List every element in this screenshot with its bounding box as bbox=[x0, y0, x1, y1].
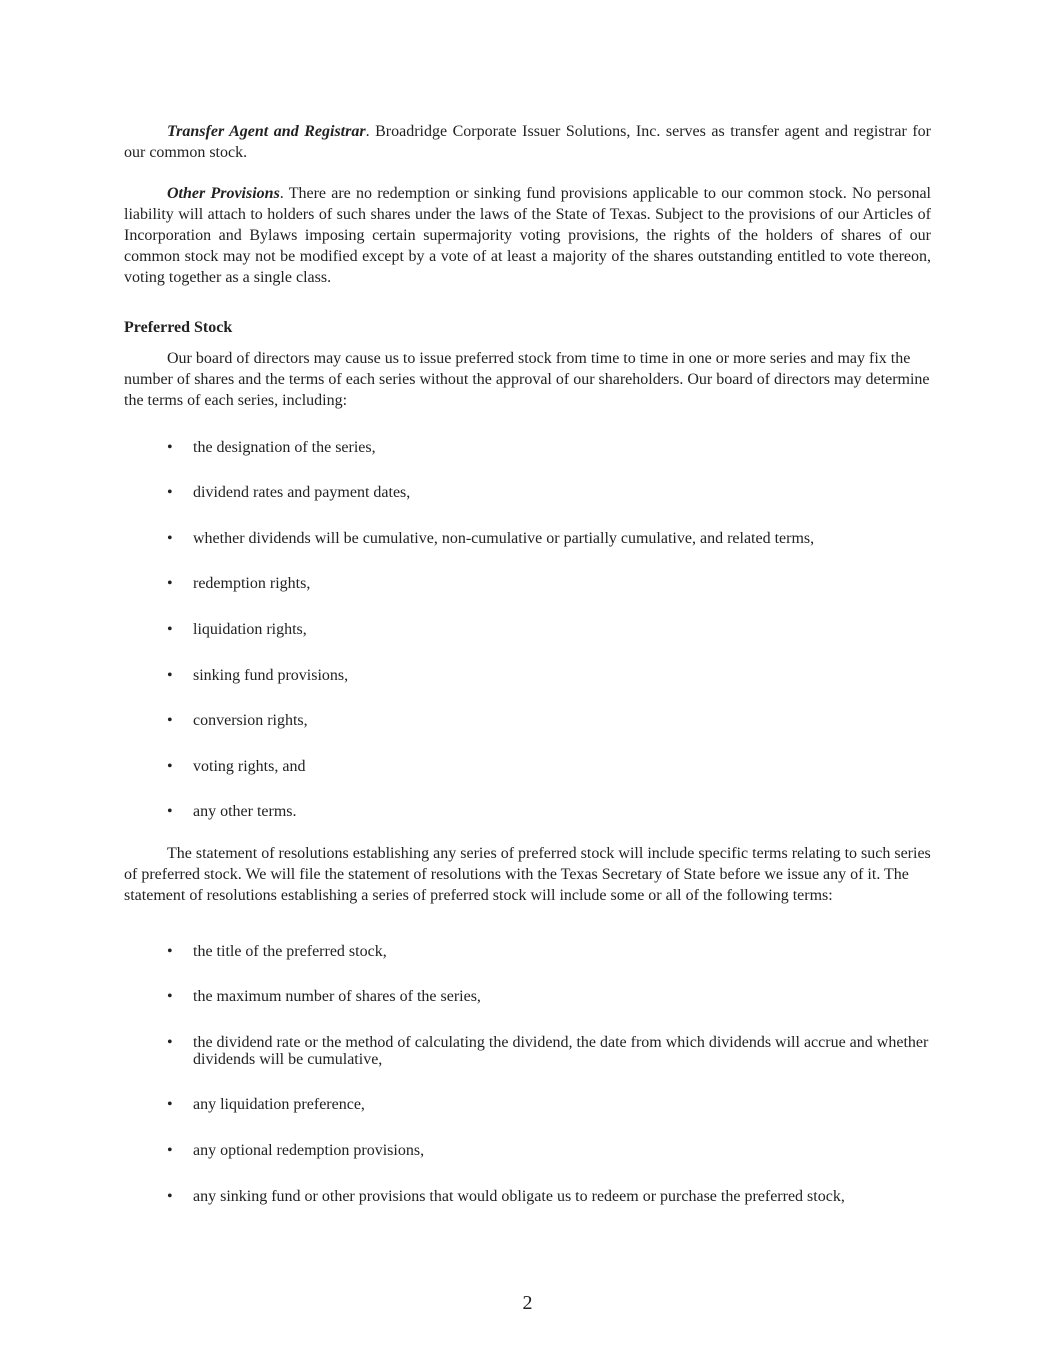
list-item bbox=[124, 1034, 931, 1068]
other-provisions-paragraph bbox=[124, 184, 931, 288]
list-item bbox=[124, 988, 931, 1005]
bullet-icon: • bbox=[167, 529, 173, 547]
list-item-text: conversion rights, bbox=[193, 712, 308, 730]
list-item bbox=[124, 439, 931, 456]
list-item-text: any liquidation preference, bbox=[193, 1096, 365, 1114]
list-item bbox=[124, 1188, 931, 1205]
list-item-text: any sinking fund or other provisions that would obligate us to redeem or purchase the preferred stock, bbox=[193, 1187, 845, 1205]
list-item bbox=[124, 943, 931, 960]
preferred-stock-intro: Our board of directors may cause us to issue preferred stock from time to time in one or more series and may fix the number of shares and the terms of each series without the approval of our shareholders. Our board of directors may determine the terms of each series, including: bbox=[124, 350, 930, 409]
bullet-icon: • bbox=[167, 1142, 173, 1160]
list-item bbox=[124, 803, 931, 820]
list-item bbox=[124, 712, 931, 729]
other-provisions-text: . There are no redemption or sinking fund provisions applicable to our common stock. No personal liability will attach to holders of such shares under the laws of the State of Texas. Subject to the provisions of our Articles of Incorporation and Bylaws imposing certain supermajority voting provisions, the rights of the holders of shares of our common stock may not be modified except by a vote of at least a majority of the shares outstanding entitled to vote thereon, voting together as a single class. bbox=[124, 185, 931, 286]
bullet-icon: • bbox=[167, 942, 173, 960]
list-item-text: the dividend rate or the method of calculating the dividend, the date from which dividends will accrue and whether dividends will be cumulative, bbox=[193, 1033, 929, 1068]
transfer-agent-text: . Broadridge Corporate Issuer Solutions, Inc. serves as transfer agent and registrar for our common stock. bbox=[124, 123, 932, 161]
list-item-text: any other terms. bbox=[193, 803, 297, 821]
bullet-icon: • bbox=[167, 803, 173, 821]
bullet-icon: • bbox=[167, 1187, 173, 1205]
list-item-text: the title of the preferred stock, bbox=[193, 942, 387, 960]
bullet-icon: • bbox=[167, 988, 173, 1006]
list-item bbox=[124, 484, 931, 501]
bullet-icon: • bbox=[167, 666, 173, 684]
list-item-text: sinking fund provisions, bbox=[193, 666, 349, 684]
bullet-icon: • bbox=[167, 438, 173, 456]
bullet-icon: • bbox=[167, 712, 173, 730]
list-item-text: liquidation rights, bbox=[193, 620, 307, 638]
bullet-icon: • bbox=[167, 1096, 173, 1114]
preferred-stock-heading: Preferred Stock bbox=[124, 319, 233, 337]
list-item bbox=[124, 758, 931, 775]
list-item-text: any optional redemption provisions, bbox=[193, 1142, 425, 1160]
transfer-agent-lead: Transfer Agent and Registrar bbox=[167, 123, 366, 140]
list-item bbox=[124, 667, 931, 684]
list-item-text: whether dividends will be cumulative, non-cumulative or partially cumulative, and related terms, bbox=[193, 529, 815, 547]
list-item bbox=[124, 575, 931, 592]
other-provisions-lead: Other Provisions bbox=[167, 185, 280, 203]
list-item bbox=[124, 530, 931, 547]
bullet-icon: • bbox=[167, 1033, 173, 1051]
list-item-text: the designation of the series, bbox=[193, 438, 376, 456]
bullet-icon: • bbox=[167, 757, 173, 775]
resolution-terms-list bbox=[124, 943, 931, 1205]
bullet-icon: • bbox=[167, 575, 173, 593]
bullet-icon: • bbox=[167, 484, 173, 502]
resolutions-paragraph: The statement of resolutions establishing any series of preferred stock will include specific terms relating to such series of preferred stock. We will file the statement of resolutions with the Texas Secretary of State before we issue any of it. The statement of resolutions establishing a series of preferred stock will include some or all of the following terms: bbox=[124, 845, 931, 904]
list-item bbox=[124, 621, 931, 638]
document-body bbox=[124, 122, 931, 1205]
list-item-text: redemption rights, bbox=[193, 575, 311, 593]
bullet-icon: • bbox=[167, 620, 173, 638]
series-terms-list bbox=[124, 439, 931, 821]
transfer-agent-paragraph bbox=[124, 122, 931, 164]
page-number: 2 bbox=[522, 1292, 533, 1314]
list-item-text: dividend rates and payment dates, bbox=[193, 484, 411, 502]
list-item-text: voting rights, and bbox=[193, 757, 306, 775]
list-item bbox=[124, 1142, 931, 1159]
list-item-text: the maximum number of shares of the series, bbox=[193, 988, 481, 1006]
list-item bbox=[124, 1096, 931, 1113]
